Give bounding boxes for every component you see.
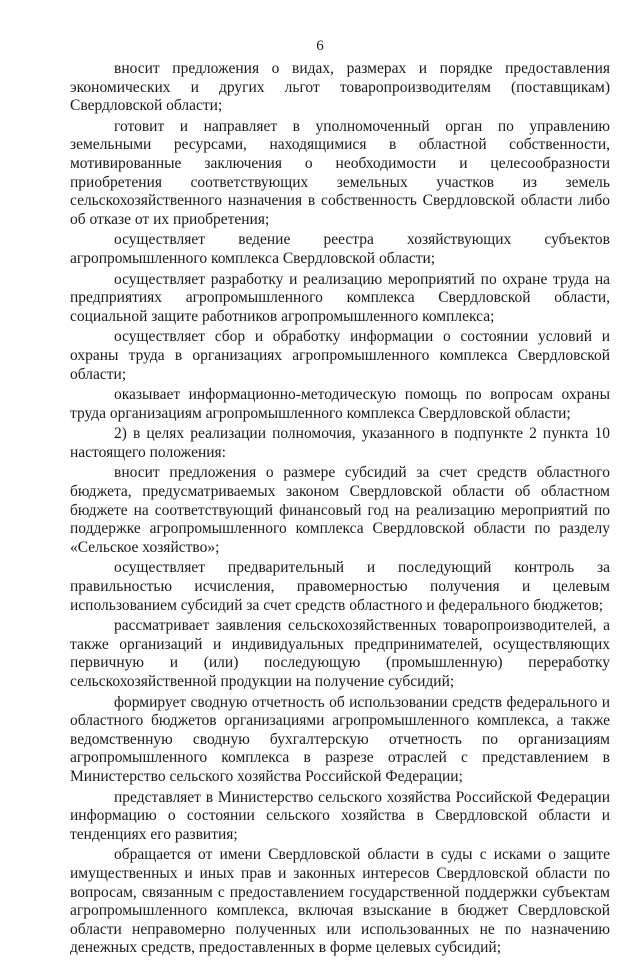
paragraph: представляет в Министерство сельского хозяйства Российской Федерации информацию о состоянии сельского хозяйства в Свердловской области и тенденциях его развития; xyxy=(70,788,610,843)
paragraph: оказывает информационно-методическую помощь по вопросам охраны труда организациям агропромышленного комплекса Свердловской области; xyxy=(70,386,610,422)
paragraph: формирует сводную отчетность об использовании средств федерального и областного бюджетов организациями агропромышленного комплекса, а также ведомственную сводную бухгалтерскую отчетность по организациям агропромышленного комплекса в разрезе отраслей с представлением в Министерство сельского хозяйства Российской Федерации; xyxy=(70,693,610,785)
body-text xyxy=(70,60,610,960)
paragraph: обращается от имени Свердловской области в суды с исками о защите имущественных и иных прав и законных интересов Свердловской области по вопросам, связанным с предоставлением государственной поддержки субъектам агропромышленного комплекса, включая взыскание в бюджет Свердловской области неправомерно полученных или использованных не по назначению денежных средств, предоставленных в форме целевых субсидий; xyxy=(70,846,610,957)
paragraph: готовит и направляет в уполномоченный орган по управлению земельными ресурсами, находящимися в областной собственности, мотивированные заключения о необходимости и целесообразности приобретения соответствующих земельных участков из земель сельскохозяйственного назначения в собственность Свердловской области либо об отказе от их приобретения; xyxy=(70,117,610,228)
paragraph: осуществляет разработку и реализацию мероприятий по охране труда на предприятиях агропромышленного комплекса Свердловской области, социальной защите работников агропромышленного комплекса; xyxy=(70,270,610,325)
paragraph: осуществляет предварительный и последующий контроль за правильностью исчисления, правомерностью получения и целевым использованием субсидий за счет средств областного и федерального бюджетов; xyxy=(70,559,610,614)
paragraph: рассматривает заявления сельскохозяйственных товаропроизводителей, а также организаций и индивидуальных предпринимателей, осуществляющих первичную и (или) последующую (промышленную) переработку сельскохозяйственной продукции на получение субсидий; xyxy=(70,617,610,690)
paragraph: вносит предложения о размере субсидий за счет средств областного бюджета, предусматриваемых законом Свердловской области об областном бюджете на соответствующий финансовый год на реализацию мероприятий по поддержке агропромышленного комплекса Свердловской области по разделу «Сельское хозяйство»; xyxy=(70,464,610,556)
paragraph: вносит предложения о видах, размерах и порядке предоставления экономических и других льгот товаропроизводителям (поставщикам) Свердловской области; xyxy=(70,60,610,115)
paragraph: 2) в целях реализации полномочия, указанного в подпункте 2 пункта 10 настоящего положения: xyxy=(70,425,610,461)
paragraph: осуществляет сбор и обработку информации о состоянии условий и охраны труда в организациях агропромышленного комплекса Свердловской области; xyxy=(70,328,610,383)
paragraph: осуществляет ведение реестра хозяйствующих субъектов агропромышленного комплекса Свердловской области; xyxy=(70,231,610,267)
page-number: 6 xyxy=(316,38,324,54)
